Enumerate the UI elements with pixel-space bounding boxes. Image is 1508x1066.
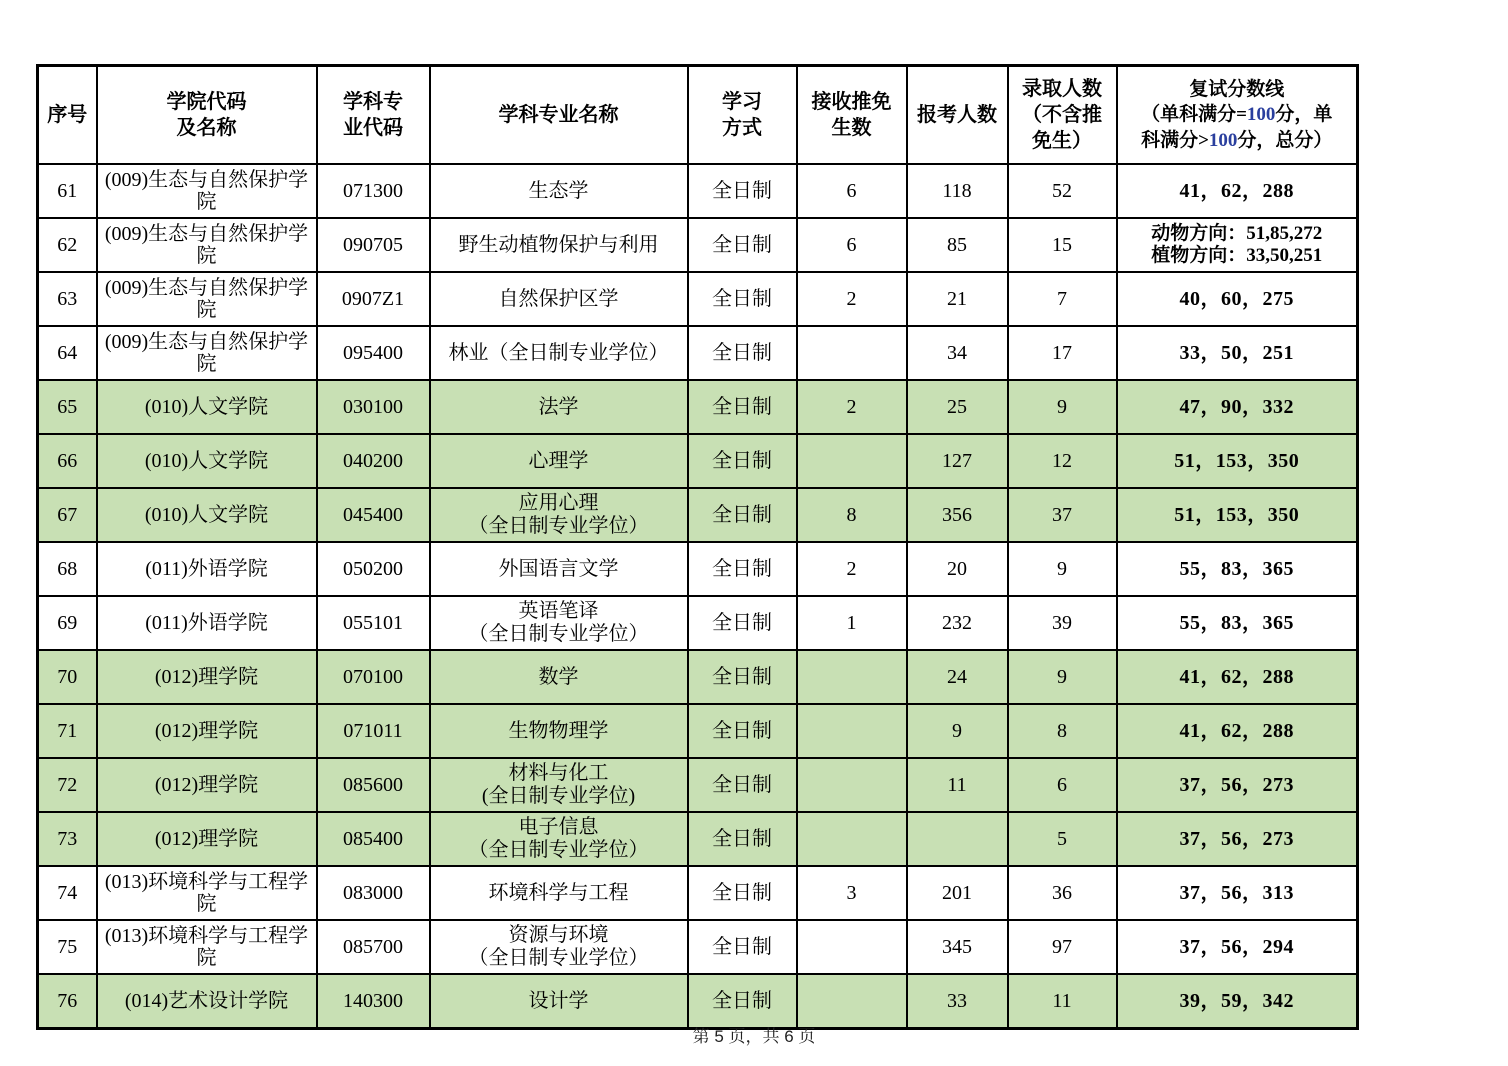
cell-major: 自然保护区学	[430, 272, 688, 326]
cell-code: 040200	[317, 434, 430, 488]
cell-code: 085600	[317, 758, 430, 812]
cell-code: 030100	[317, 380, 430, 434]
cell-tuimian: 2	[797, 380, 907, 434]
cell-code: 045400	[317, 488, 430, 542]
cell-baokao: 33	[907, 974, 1008, 1029]
cell-score: 37，56，313	[1117, 866, 1358, 920]
table-row	[38, 434, 1358, 488]
cell-tuimian: 2	[797, 272, 907, 326]
cell-college: (011)外语学院	[97, 542, 317, 596]
cell-luqu: 11	[1008, 974, 1117, 1029]
cell-tuimian	[797, 704, 907, 758]
cell-college: (009)生态与自然保护学院	[97, 164, 317, 218]
cell-baokao: 20	[907, 542, 1008, 596]
cell-serial: 67	[38, 488, 97, 542]
cell-luqu: 97	[1008, 920, 1117, 974]
cell-major: 资源与环境 （全日制专业学位）	[430, 920, 688, 974]
cell-college: (009)生态与自然保护学院	[97, 326, 317, 380]
cell-score: 41，62，288	[1117, 164, 1358, 218]
column-header-tuimian: 接收推免 生数	[797, 66, 907, 165]
cell-code: 071011	[317, 704, 430, 758]
table-row	[38, 920, 1358, 974]
cell-college: (010)人文学院	[97, 434, 317, 488]
cell-luqu: 7	[1008, 272, 1117, 326]
cell-tuimian	[797, 758, 907, 812]
cell-score: 37，56，273	[1117, 758, 1358, 812]
cell-tuimian	[797, 650, 907, 704]
cell-mode: 全日制	[688, 272, 797, 326]
cell-college: (014)艺术设计学院	[97, 974, 317, 1029]
cell-luqu: 6	[1008, 758, 1117, 812]
cell-tuimian	[797, 434, 907, 488]
cell-luqu: 8	[1008, 704, 1117, 758]
cell-college: (010)人文学院	[97, 488, 317, 542]
table-row	[38, 488, 1358, 542]
cell-major: 生态学	[430, 164, 688, 218]
cell-luqu: 36	[1008, 866, 1117, 920]
table-row	[38, 326, 1358, 380]
cell-score: 40，60，275	[1117, 272, 1358, 326]
cell-luqu: 9	[1008, 650, 1117, 704]
admission-score-table	[36, 64, 1359, 1030]
cell-major: 外国语言文学	[430, 542, 688, 596]
cell-baokao: 85	[907, 218, 1008, 272]
cell-score: 动物方向：51,85,272 植物方向：33,50,251	[1117, 218, 1358, 272]
cell-baokao: 118	[907, 164, 1008, 218]
cell-serial: 71	[38, 704, 97, 758]
cell-baokao: 24	[907, 650, 1008, 704]
cell-serial: 70	[38, 650, 97, 704]
table-row	[38, 272, 1358, 326]
column-header-code: 学科专 业代码	[317, 66, 430, 165]
cell-tuimian: 6	[797, 218, 907, 272]
cell-mode: 全日制	[688, 488, 797, 542]
cell-mode: 全日制	[688, 434, 797, 488]
cell-mode: 全日制	[688, 704, 797, 758]
cell-score: 55，83，365	[1117, 596, 1358, 650]
cell-college: (011)外语学院	[97, 596, 317, 650]
cell-code: 140300	[317, 974, 430, 1029]
cell-baokao: 25	[907, 380, 1008, 434]
cell-serial: 64	[38, 326, 97, 380]
cell-college: (012)理学院	[97, 812, 317, 866]
cell-luqu: 39	[1008, 596, 1117, 650]
table-row	[38, 758, 1358, 812]
cell-tuimian	[797, 326, 907, 380]
cell-baokao: 21	[907, 272, 1008, 326]
table-row	[38, 164, 1358, 218]
cell-baokao: 201	[907, 866, 1008, 920]
table-row	[38, 596, 1358, 650]
cell-college: (012)理学院	[97, 758, 317, 812]
cell-code: 071300	[317, 164, 430, 218]
cell-serial: 61	[38, 164, 97, 218]
cell-major: 野生动植物保护与利用	[430, 218, 688, 272]
cell-baokao: 11	[907, 758, 1008, 812]
cell-serial: 66	[38, 434, 97, 488]
cell-serial: 75	[38, 920, 97, 974]
cell-mode: 全日制	[688, 218, 797, 272]
table-row	[38, 542, 1358, 596]
cell-tuimian: 6	[797, 164, 907, 218]
cell-serial: 73	[38, 812, 97, 866]
cell-code: 085400	[317, 812, 430, 866]
cell-college: (010)人文学院	[97, 380, 317, 434]
cell-major: 法学	[430, 380, 688, 434]
cell-major: 环境科学与工程	[430, 866, 688, 920]
cell-major: 应用心理 （全日制专业学位）	[430, 488, 688, 542]
cell-major: 英语笔译 （全日制专业学位）	[430, 596, 688, 650]
cell-major: 林业（全日制专业学位）	[430, 326, 688, 380]
column-header-score: 复试分数线 （单科满分=100分，单 科满分>100分，总分）	[1117, 66, 1358, 165]
table-row	[38, 974, 1358, 1029]
cell-baokao: 9	[907, 704, 1008, 758]
cell-tuimian	[797, 812, 907, 866]
cell-baokao: 127	[907, 434, 1008, 488]
cell-mode: 全日制	[688, 542, 797, 596]
cell-college: (009)生态与自然保护学院	[97, 218, 317, 272]
table-row	[38, 218, 1358, 272]
cell-code: 090705	[317, 218, 430, 272]
cell-tuimian: 8	[797, 488, 907, 542]
cell-score: 37，56，294	[1117, 920, 1358, 974]
column-header-major: 学科专业名称	[430, 66, 688, 165]
cell-code: 050200	[317, 542, 430, 596]
cell-score: 41，62，288	[1117, 650, 1358, 704]
cell-mode: 全日制	[688, 866, 797, 920]
cell-serial: 62	[38, 218, 97, 272]
cell-score: 41，62，288	[1117, 704, 1358, 758]
cell-college: (009)生态与自然保护学院	[97, 272, 317, 326]
table-row	[38, 704, 1358, 758]
cell-mode: 全日制	[688, 650, 797, 704]
cell-luqu: 12	[1008, 434, 1117, 488]
cell-code: 095400	[317, 326, 430, 380]
cell-baokao: 345	[907, 920, 1008, 974]
cell-serial: 74	[38, 866, 97, 920]
column-header-college: 学院代码 及名称	[97, 66, 317, 165]
cell-major: 电子信息 （全日制专业学位）	[430, 812, 688, 866]
cell-tuimian	[797, 974, 907, 1029]
cell-mode: 全日制	[688, 164, 797, 218]
cell-serial: 68	[38, 542, 97, 596]
cell-major: 心理学	[430, 434, 688, 488]
page-footer: 第 5 页，共 6 页	[692, 1027, 816, 1046]
cell-tuimian: 2	[797, 542, 907, 596]
cell-major: 数学	[430, 650, 688, 704]
cell-luqu: 15	[1008, 218, 1117, 272]
cell-score: 39，59，342	[1117, 974, 1358, 1029]
cell-major: 材料与化工 (全日制专业学位)	[430, 758, 688, 812]
cell-luqu: 52	[1008, 164, 1117, 218]
cell-mode: 全日制	[688, 596, 797, 650]
cell-major: 设计学	[430, 974, 688, 1029]
cell-baokao: 356	[907, 488, 1008, 542]
column-header-serial: 序号	[38, 66, 97, 165]
cell-score: 33，50，251	[1117, 326, 1358, 380]
cell-college: (012)理学院	[97, 704, 317, 758]
cell-luqu: 17	[1008, 326, 1117, 380]
table-row	[38, 380, 1358, 434]
table-row	[38, 650, 1358, 704]
cell-mode: 全日制	[688, 974, 797, 1029]
cell-serial: 63	[38, 272, 97, 326]
cell-code: 070100	[317, 650, 430, 704]
cell-baokao: 232	[907, 596, 1008, 650]
cell-mode: 全日制	[688, 758, 797, 812]
cell-luqu: 9	[1008, 542, 1117, 596]
cell-college: (013)环境科学与工程学院	[97, 866, 317, 920]
cell-code: 085700	[317, 920, 430, 974]
cell-score: 47，90，332	[1117, 380, 1358, 434]
cell-serial: 69	[38, 596, 97, 650]
cell-serial: 72	[38, 758, 97, 812]
cell-luqu: 37	[1008, 488, 1117, 542]
cell-baokao: 34	[907, 326, 1008, 380]
cell-code: 083000	[317, 866, 430, 920]
cell-serial: 65	[38, 380, 97, 434]
cell-tuimian: 1	[797, 596, 907, 650]
cell-mode: 全日制	[688, 380, 797, 434]
table-row	[38, 812, 1358, 866]
cell-luqu: 5	[1008, 812, 1117, 866]
table-header-row	[38, 66, 1358, 165]
cell-code: 0907Z1	[317, 272, 430, 326]
cell-mode: 全日制	[688, 326, 797, 380]
column-header-mode: 学习 方式	[688, 66, 797, 165]
cell-score: 37，56，273	[1117, 812, 1358, 866]
cell-code: 055101	[317, 596, 430, 650]
column-header-baokao: 报考人数	[907, 66, 1008, 165]
cell-luqu: 9	[1008, 380, 1117, 434]
cell-serial: 76	[38, 974, 97, 1029]
cell-baokao	[907, 812, 1008, 866]
cell-mode: 全日制	[688, 920, 797, 974]
cell-mode: 全日制	[688, 812, 797, 866]
table-row	[38, 866, 1358, 920]
cell-score: 51，153，350	[1117, 488, 1358, 542]
cell-score: 51，153，350	[1117, 434, 1358, 488]
cell-score: 55，83，365	[1117, 542, 1358, 596]
cell-tuimian	[797, 920, 907, 974]
cell-college: (012)理学院	[97, 650, 317, 704]
cell-college: (013)环境科学与工程学院	[97, 920, 317, 974]
cell-tuimian: 3	[797, 866, 907, 920]
cell-major: 生物物理学	[430, 704, 688, 758]
column-header-luqu: 录取人数 （不含推 免生）	[1008, 66, 1117, 165]
